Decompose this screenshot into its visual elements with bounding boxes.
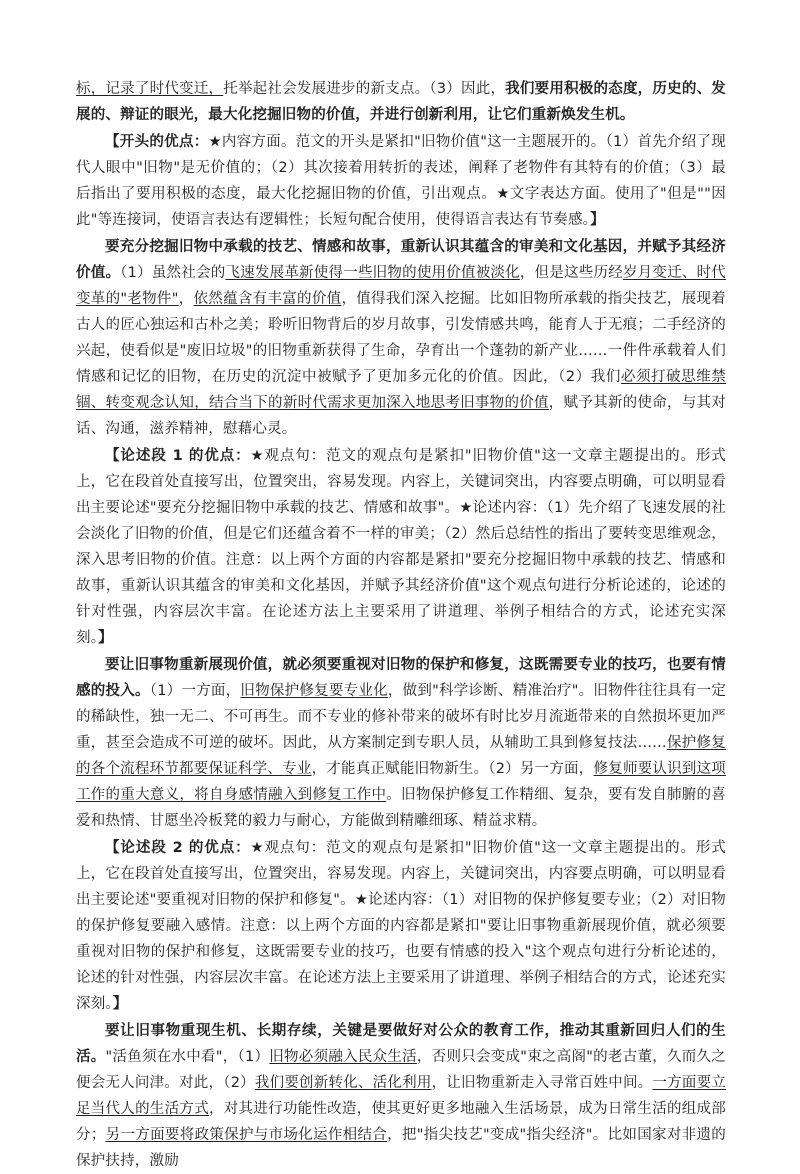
paragraph-argument-3	[76, 1018, 726, 1174]
paragraph-comment-argument-1	[76, 443, 726, 651]
underlined-text: 旧物保护修复要专业化	[240, 683, 388, 699]
paragraph-argument-2	[76, 652, 726, 834]
text-run: ，值得我们深入挖掘。比如旧物所承载的指尖技艺，展现着古人的匠心独运和古朴之美；聆听旧物背后的岁月故事，引发情感共鸣，能育人于无痕；二手经济的兴起，使看似是"废旧垃圾"的旧物重新获得了生命，孕育出一个蓬勃的新产业……一件件承载着人们情感和记忆的旧物，在历史的沉淀中被赋予了更加多元化的价值。因此，（2）我们	[76, 291, 727, 385]
text-run: ，	[178, 291, 194, 307]
text-run: （1）一方面，	[149, 683, 241, 699]
text-run: ，让旧物重新走入寻常百姓中间。	[431, 1075, 653, 1091]
bold-text: 】	[98, 630, 113, 646]
text-run: （1）虽然社会的	[120, 265, 226, 281]
text-run: ★观点句：范文的观点句是紧扣"旧物价值"这一文章主题提出的。形式上，它在段首处直接写出，位置突出，容易发现。内容上，关键词突出，内容要点明确，可以明显看出主要论述"要重视对旧物的保护和修复"。★论述内容：（1）对旧物的保护修复要专业；（2）对旧物的保护修复要融入感情。注意：以上两个方面的内容都是紧扣"要让旧事物重新展现价值，就必须要重视对旧物的保护和修复，这既需要专业的技巧，也要有情感的投入"这个观点句进行分析论述的，论述的针对性强，内容层次丰富。在论述方法上主要采用了讲道理、举例子相结合的方式，论述充实深刻。	[76, 840, 726, 1012]
underlined-text: 标，记录了时代变迁，	[76, 81, 224, 97]
bold-text: 要让旧事物重新展现价值，就必须要重视对旧物的保护和修复，这既需要专业的技巧，也要有情感的投入。	[76, 657, 726, 699]
text-run: ★观点句：范文的观点句是紧扣"旧物价值"这一文章主题提出的。形式上，它在段首处直接写出，位置突出，容易发现。内容上，关键词突出，内容要点明确，可以明显看出主要论述"要充分挖掘旧物中承载的技艺、情感和故事"。★论述内容：（1）先介绍了飞速发展的社会淡化了旧物的价值，但是它们还蕴含着不一样的审美；（2）然后总结性的指出了要转变思维观念，深入思考旧物的价值。注意：以上两个方面的内容都是紧扣"要充分挖掘旧物中承载的技艺、情感和故事，重新认识其蕴含的审美和文化基因，并赋予其经济价值"这个观点句进行分析论述的，论述的针对性强，内容层次丰富。在论述方法上主要采用了讲道理、举例子相结合的方式，论述充实深刻。	[76, 448, 726, 646]
text-run: ，否则只会变成"束之高阁"的老古董，久而久之便会无人问津。对此，（2）	[76, 1049, 726, 1091]
underlined-text: 依然蕴含有丰富的价值	[193, 291, 342, 307]
bold-text: 要充分挖掘旧物中承载的技艺、情感和故事，重新认识其蕴含的审美和文化基因，并赋予其经济价值。	[76, 239, 726, 281]
bold-text: 】	[590, 212, 605, 228]
text-run: ，但是这些历经	[519, 265, 623, 281]
underlined-text: 岁月变迁、时代变革的"老物件"	[76, 265, 726, 307]
underlined-text: 保护修复的各个流程环节都要保证科学、专业	[76, 735, 726, 777]
bold-text: 】	[112, 996, 128, 1012]
text-run: 。旧物保护修复工作精细、复杂，要有发自肺腑的喜爱和热情、甘愿坐冷板凳的毅力与耐心，方能做到精雕细琢、精益求精。	[76, 787, 726, 829]
text-run: ，做到"科学诊断、精准治疗"。旧物件往往具有一定的稀缺性，独一无二、不可再生。而不专业的修补带来的破坏有时比岁月流逝带来的自然损坏更加严重，甚至会造成不可逆的破坏。因此，从方案制定到专职人员，从辅助工具到修复技法……	[76, 683, 727, 751]
bold-text: 【论述段 1 的优点：	[105, 448, 251, 464]
underlined-text: 必须打破思维禁锢、转变观念认知，结合当下的新时代需求更加深入地思考旧事物的价值	[76, 369, 726, 411]
bold-text: 【开头的优点：	[105, 134, 209, 150]
underlined-text: 我们要创新转化、活化利用	[254, 1075, 432, 1091]
underlined-text: 修复师要认识到这项工作的重大意义，将自身感情融入到修复工作中	[76, 761, 726, 803]
text-run: ，才能真正赋能旧物新生。（2）另一方面，	[311, 761, 594, 777]
underlined-text: 旧物必须融入民众生活	[269, 1049, 417, 1065]
bold-text: 我们要用积极的态度，历史的、发展的、辩证的眼光，最大化挖掘旧物的价值，并进行创新利用，让它们重新焕发生机。	[76, 81, 726, 123]
underlined-text: 另一方面要将政策保护与市场化运作相结合	[105, 1127, 388, 1143]
paragraph-comment-argument-2	[76, 835, 726, 1017]
essay-body	[76, 76, 726, 1174]
text-run: ，把"指尖技艺"变成"指尖经济"。比如国家对非遗的保护扶持，激励	[76, 1127, 726, 1169]
text-run: "活鱼须在水中看"，（1）	[105, 1049, 270, 1065]
paragraph-comment-opening	[76, 129, 726, 233]
text-run: ，对其进行功能性改造，使其更好更多地融入生活场景，成为日常生活的组成部分；	[76, 1101, 726, 1143]
paragraph-intro-end	[76, 76, 726, 128]
bold-text: 要让旧事物重现生机、长期存续，关键是要做好对公众的教育工作，推动其重新回归人们的生活。	[76, 1023, 726, 1065]
paragraph-argument-1	[76, 234, 726, 442]
underlined-text: 飞速发展革新使得一些旧物的使用价值被淡化	[225, 265, 520, 281]
text-run: 托举起社会发展进步的新支点。（3）因此，	[223, 81, 506, 97]
text-run: ★内容方面。范文的开头是紧扣"旧物价值"这一主题展开的。（1）首先介绍了现代人眼中"旧物"是无价值的；（2）其次接着用转折的表述，阐释了老物件有其特有的价值；（3）最后指出了要用积极的态度，最大化挖掘旧物的价值，引出观点。★文字表达方面。使用了"但是""因此"等连接词，使语言表达有逻辑性；长短句配合使用，使得语言表达有节奏感。	[76, 134, 726, 228]
text-run: ，赋予其新的使命，与其对话、沟通，滋养精神，慰藉心灵。	[76, 395, 726, 437]
bold-text: 【论述段 2 的优点：	[105, 840, 251, 856]
underlined-text: 一方面要立足当代人的生活方式	[76, 1075, 727, 1117]
